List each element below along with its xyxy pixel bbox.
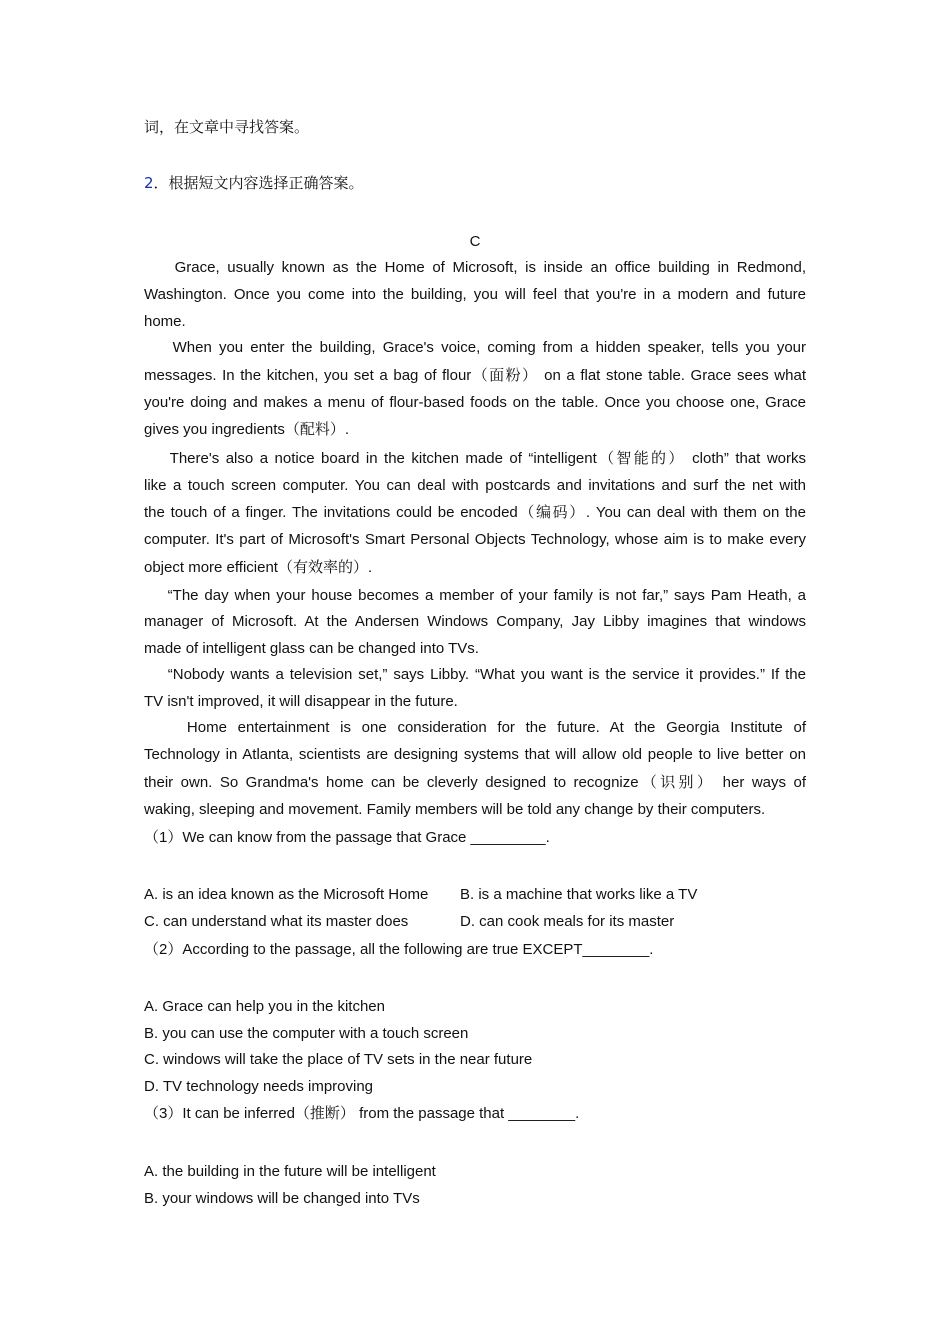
passage-line: “Nobody wants a television set,” says Libby. “What you want is the service it provides.” If the <box>144 666 806 683</box>
passage-line: messages. In the kitchen, you set a bag of flour（面粉） on a flat stone table. Grace sees what <box>144 367 806 384</box>
passage-line: TV isn't improved, it will disappear in the future. <box>144 693 458 710</box>
q2-option-d[interactable]: D. TV technology needs improving <box>144 1078 374 1095</box>
question-2-heading <box>144 173 806 193</box>
passage-line: “The day when your house becomes a member of your family is not far,” says Pam Heath, a <box>144 587 806 604</box>
q1-option-d[interactable]: D. can cook meals for its master <box>460 913 675 930</box>
q2-option-c[interactable]: C. windows will take the place of TV sets in the near future <box>144 1051 533 1068</box>
passage-line: Washington. Once you come into the building, you will feel that you're in a modern and future <box>144 286 806 303</box>
q1-stem: （1）We can know from the passage that Grace _________. <box>144 829 550 846</box>
q2-stem: （2）According to the passage, all the following are true EXCEPT________. <box>144 941 654 958</box>
intro-line: 词，在文章中寻找答案。 <box>144 118 310 136</box>
passage-line: you're doing and makes a menu of flour-based foods on the table. Once you choose one, Grace <box>144 394 806 411</box>
q2-option-b[interactable]: B. you can use the computer with a touch screen <box>144 1025 469 1042</box>
q3-stem: （3）It can be inferred（推断） from the passage that ________. <box>144 1105 580 1122</box>
passage-line: like a touch screen computer. You can deal with postcards and invitations and surf the net with <box>144 477 806 494</box>
passage-line: home. <box>144 313 186 330</box>
q1-option-a[interactable]: A. is an idea known as the Microsoft Home <box>144 886 429 903</box>
passage-line: the touch of a finger. The invitations could be encoded（编码）. You can deal with them on the <box>144 504 806 521</box>
passage-line: Grace, usually known as the Home of Microsoft, is inside an office building in Redmond, <box>144 259 806 276</box>
question-number: 2 <box>144 174 154 192</box>
q1-option-c[interactable]: C. can understand what its master does <box>144 913 409 930</box>
passage-line: gives you ingredients（配料）. <box>144 421 350 438</box>
q3-option-a[interactable]: A. the building in the future will be intelligent <box>144 1163 436 1180</box>
passage-line: manager of Microsoft. At the Andersen Windows Company, Jay Libby imagines that windows <box>144 613 806 630</box>
passage-line: made of intelligent glass can be changed into TVs. <box>144 640 479 657</box>
question-instruction: ．根据短文内容选择正确答案。 <box>153 174 364 192</box>
passage-line: waking, sleeping and movement. Family members will be told any change by their computers. <box>144 801 766 818</box>
passage-line: When you enter the building, Grace's voice, coming from a hidden speaker, tells you your <box>144 339 806 356</box>
passage-line: computer. It's part of Microsoft's Smart Personal Objects Technology, whose aim is to make every <box>144 531 806 548</box>
passage-line: their own. So Grandma's home can be cleverly designed to recognize（识别） her ways of <box>144 774 806 791</box>
passage-line: object more efficient（有效率的）. <box>144 559 373 576</box>
passage-label: C <box>469 233 481 250</box>
q2-option-a[interactable]: A. Grace can help you in the kitchen <box>144 998 385 1015</box>
passage-line: Technology in Atlanta, scientists are designing systems that will allow old people to live better on <box>144 746 806 763</box>
passage-line: Home entertainment is one consideration for the future. At the Georgia Institute of <box>144 719 806 736</box>
q1-option-b[interactable]: B. is a machine that works like a TV <box>460 886 698 903</box>
q3-option-b[interactable]: B. your windows will be changed into TVs <box>144 1190 420 1207</box>
passage-line: There's also a notice board in the kitchen made of “intelligent（智能的） cloth” that works <box>144 450 806 467</box>
